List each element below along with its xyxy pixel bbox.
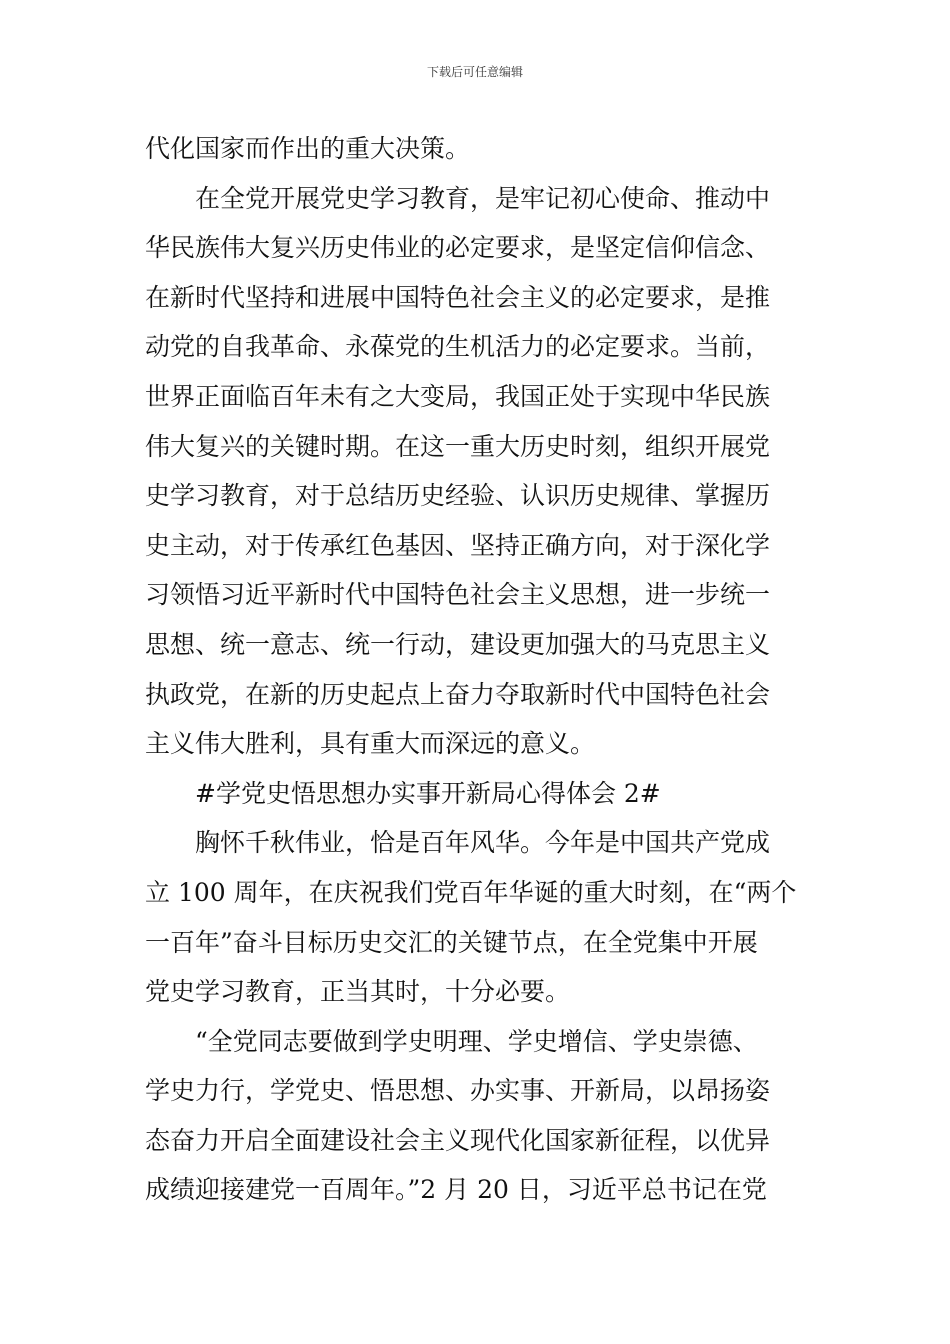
text-line: 史学习教育，对于总结历史经验、认识历史规律、掌握历: [145, 481, 771, 511]
text-line: 执政党，在新的历史起点上奋力夺取新时代中国特色社会: [145, 679, 771, 709]
text-line: 在新时代坚持和进展中国特色社会主义的必定要求，是推: [145, 282, 771, 312]
text-line: 成绩迎接建党一百周年。”2 月 20 日，习近平总书记在党: [145, 1175, 767, 1205]
text-line: 主义伟大胜利，具有重大而深远的意义。: [145, 729, 596, 759]
text-line: 动党的自我革命、永葆党的生机活力的必定要求。当前，: [145, 332, 771, 362]
document-body: [145, 124, 810, 1215]
text-line: 学史力行，学党史、悟思想、办实事、开新局，以昂扬姿: [145, 1076, 771, 1106]
page-header: 下载后可任意编辑: [426, 65, 523, 79]
text-line: 史主动，对于传承红色基因、坚持正确方向，对于深化学: [145, 530, 771, 560]
text-line: 在全党开展党史学习教育，是牢记初心使命、推动中: [195, 183, 771, 213]
text-line: 华民族伟大复兴历史伟业的必定要求，是坚定信仰信念、: [145, 233, 771, 263]
text-line: 胸怀千秋伟业，恰是百年风华。今年是中国共产党成: [195, 828, 771, 858]
text-line: 伟大复兴的关键时期。在这一重大历史时刻，组织开展党: [145, 431, 771, 461]
text-line: 态奋力开启全面建设社会主义现代化国家新征程，以优异: [145, 1125, 771, 1155]
text-line: 一百年”奋斗目标历史交汇的关键节点，在全党集中开展: [145, 927, 758, 957]
text-line: 思想、统一意志、统一行动，建设更加强大的马克思主义: [145, 629, 771, 659]
text-line: 党史学习教育，正当其时，十分必要。: [145, 977, 571, 1007]
text-line: 习领悟习近平新时代中国特色社会主义思想，进一步统一: [145, 580, 771, 610]
text-line: 世界正面临百年未有之大变局，我国正处于实现中华民族: [145, 381, 771, 411]
text-line: 代化国家而作出的重大决策。: [145, 134, 471, 163]
text-line: “全党同志要做到学史明理、学史增信、学史崇德、: [195, 1026, 758, 1056]
text-line: 立 100 周年，在庆祝我们党百年华诞的重大时刻，在“两个: [145, 877, 797, 907]
text-line: #学党史悟思想办实事开新局心得体会 2#: [195, 778, 661, 808]
